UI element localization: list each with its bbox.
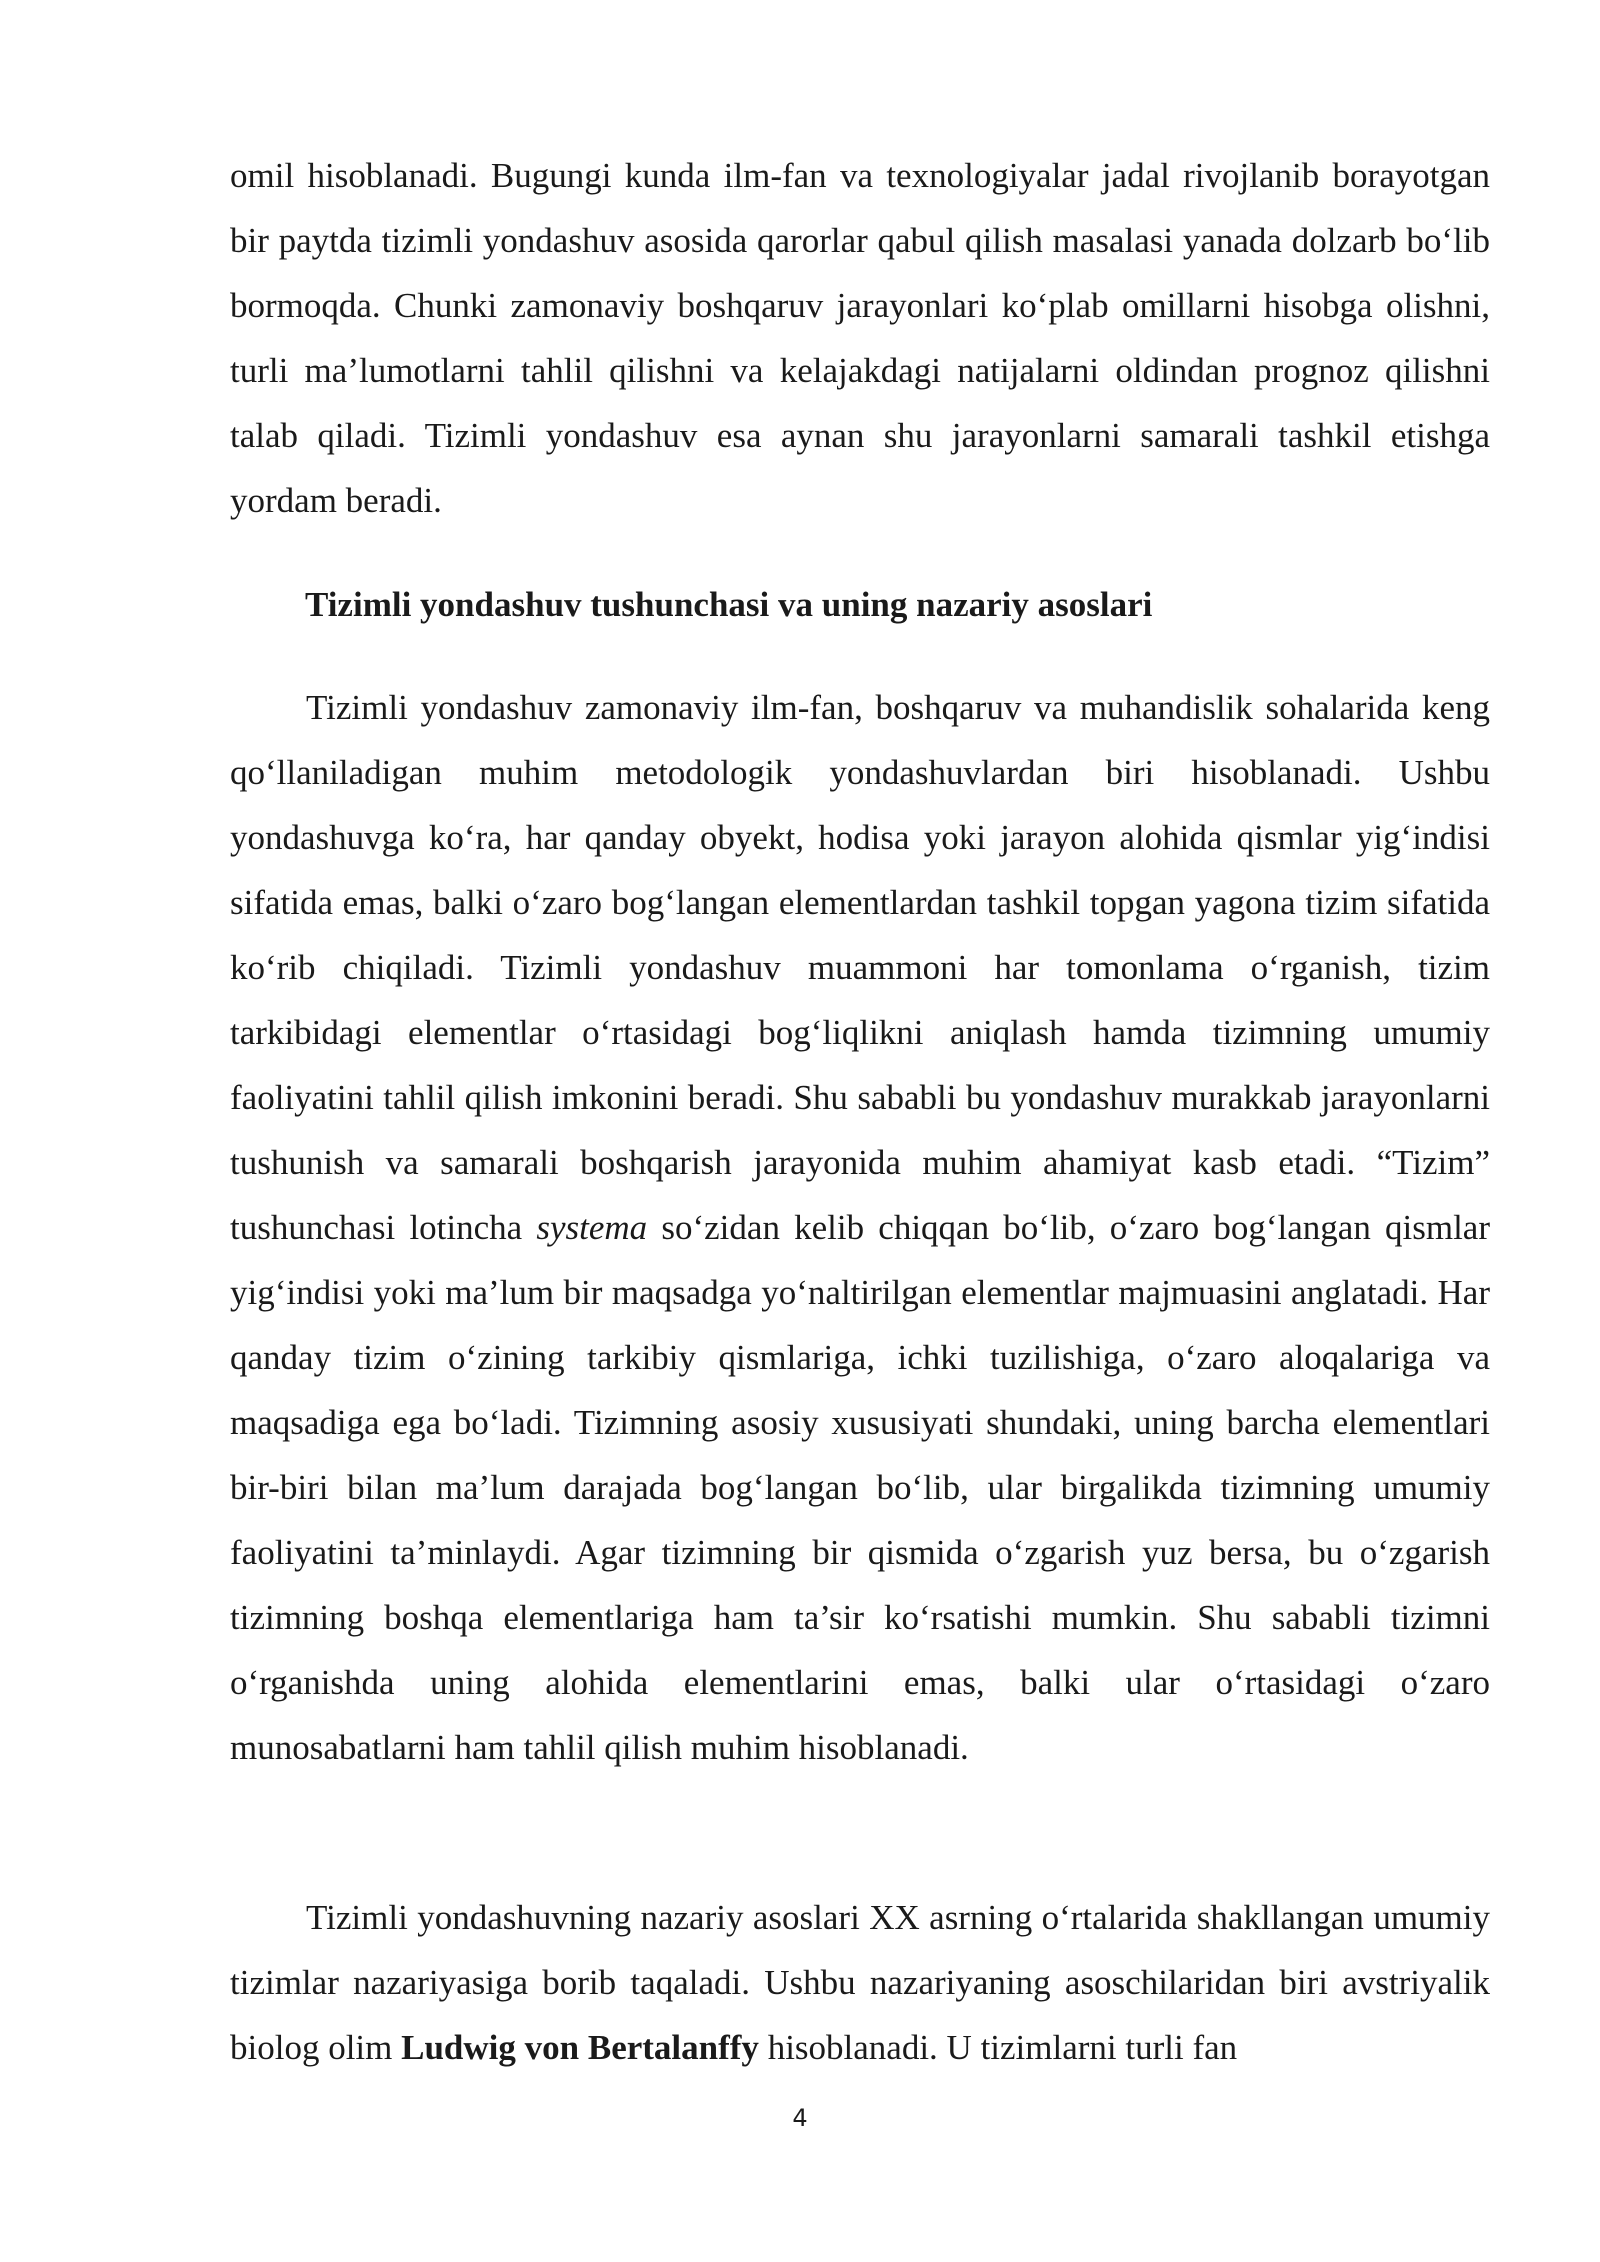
paragraph-text: Tizimli yondashuvning nazariy asoslari XX asrning o‘rtalarida shakllangan umumiy tizimlar nazariyasiga borib taqaladi. Ushbu nazariyaning asoschilaridan biri avstriyalik biolog olim	[230, 1898, 1490, 2067]
paragraph-theoretical-foundations	[230, 1885, 1490, 2080]
section-heading: Tizimli yondashuv tushunchasi va uning nazariy asoslari	[305, 585, 1153, 624]
paragraph-text: Tizimli yondashuv zamonaviy ilm-fan, boshqaruv va muhandislik sohalarida keng qo‘llaniladigan muhim metodologik yondashuvlardan biri hisoblanadi. Ushbu yondashuvga ko‘ra, har qanday obyekt, hodisa yoki jarayon alohida qismlar yig‘indisi sifatida emas, balki o‘zaro bog‘langan elementlardan tashkil topgan yagona tizim sifatida ko‘rib chiqiladi. Tizimli yondashuv muammoni har tomonlama o‘rganish, tizim tarkibidagi elementlar o‘rtasidagi bog‘liqlikni aniqlash hamda tizimning umumiy faoliyatini tahlil qilish imkonini beradi. Shu sababli bu yondashuv murakkab jarayonlarni tushunish va samarali boshqarish jarayonida muhim ahamiyat kasb etadi. “Tizim” tushunchasi lotincha	[230, 688, 1490, 1247]
bold-author-name: Ludwig von Bertalanffy	[401, 2028, 759, 2067]
paragraph-system-approach	[230, 675, 1490, 1780]
page-number: 4	[792, 2104, 808, 2132]
italic-term: systema	[536, 1208, 648, 1247]
paragraph-text: so‘zidan kelib chiqqan bo‘lib, o‘zaro bog‘langan qismlar yig‘indisi yoki ma’lum bir maqsadga yo‘naltirilgan elementlar majmuasini anglatadi. Har qanday tizim o‘zining tarkibiy qismlariga, ichki tuzilishiga, o‘zaro aloqalariga va maqsadiga ega bo‘ladi. Tizimning asosiy xususiyati shundaki, uning barcha elementlari bir-biri bilan ma’lum darajada bog‘langan bo‘lib, ular birgalikda tizimning umumiy faoliyatini ta’minlaydi. Agar tizimning bir qismida o‘zgarish yuz bersa, bu o‘zgarish tizimning boshqa elementlariga ham ta’sir ko‘rsatishi mumkin. Shu sababli tizimni o‘rganishda uning alohida elementlarini emas, balki ular o‘rtasidagi o‘zaro munosabatlarni ham tahlil qilish muhim hisoblanadi.	[230, 1208, 1490, 1767]
paragraph-intro-continuation: omil hisoblanadi. Bugungi kunda ilm-fan va texnologiyalar jadal rivojlanib borayotgan bir paytda tizimli yondashuv asosida qarorlar qabul qilish masalasi yanada dolzarb bo‘lib bormoqda. Chunki zamonaviy boshqaruv jarayonlari ko‘plab omillarni hisobga olishni, turli ma’lumotlarni tahlil qilishni va kelajakdagi natijalarni oldindan prognoz qilishni talab qiladi. Tizimli yondashuv esa aynan shu jarayonlarni samarali tashkil etishga yordam beradi.	[230, 156, 1490, 520]
paragraph-text: hisoblanadi. U tizimlarni turli fan	[758, 2028, 1238, 2067]
